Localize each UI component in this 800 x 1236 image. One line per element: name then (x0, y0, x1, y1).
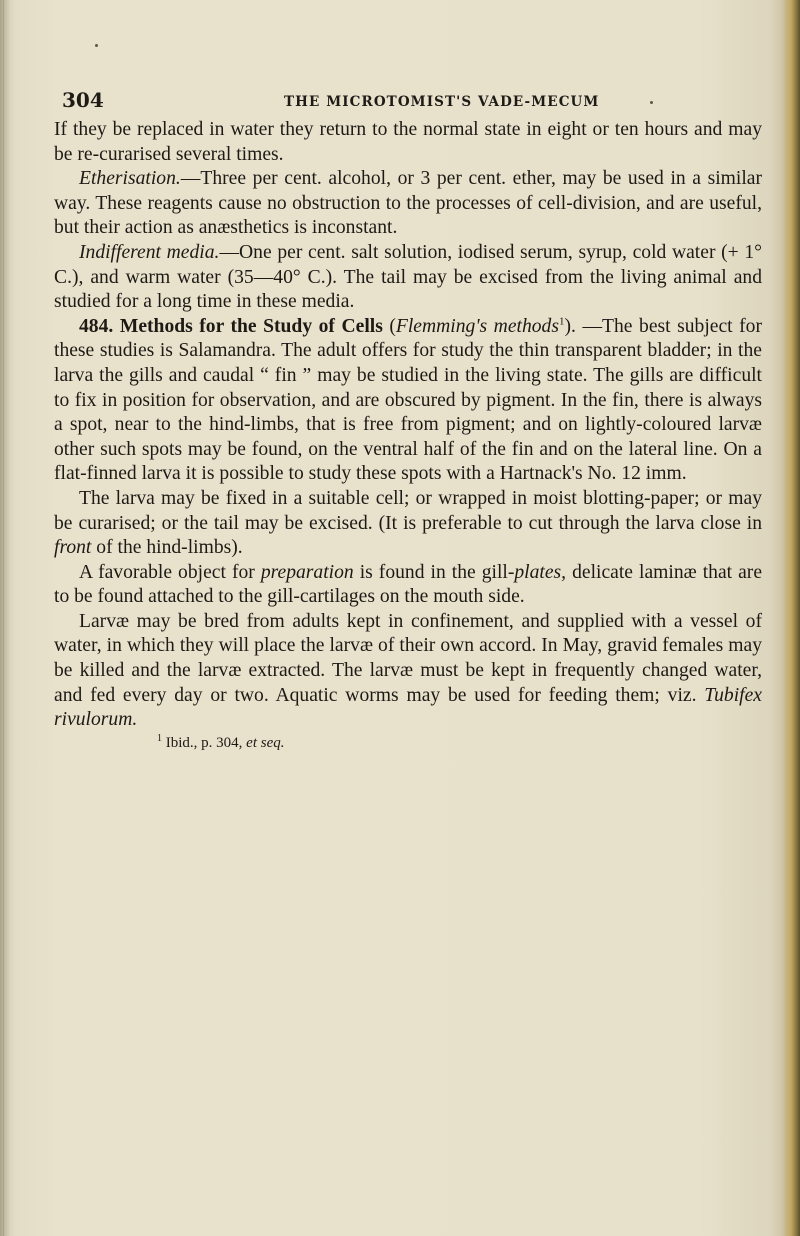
italic-text: preparation (260, 561, 354, 583)
section-heading: Methods for the Study of Cells (119, 315, 383, 337)
paragraph-text: —The best subject for these studies is Salamandra. The adult offers for study the thin transparent bladder; in the larva the gills and caudal “ fin ” may be studied in the living state. The gills are difficult to fix in position for observation, and are obscured by pigment. In the fin, there is always a spot, near to the hind-limbs, that is free from pigment; and on lightly-coloured larvæ other such spots may be found, on the ventral half of the fin and on the lateral line. On a flat-finned larva it is possible to study these spots with a Hartnack's No. 12 imm. (54, 315, 762, 485)
paragraph-text: delicate laminæ that are to be found attached to the gill-cartilages on the mouth side. (54, 561, 763, 608)
section-heading-paren: ). (564, 315, 576, 337)
section-heading-paren: ( (382, 315, 396, 337)
footnote (54, 733, 762, 753)
section-number: 484. (79, 315, 114, 337)
paragraph (54, 561, 762, 610)
page-number: 304 (62, 88, 104, 112)
paragraph (54, 167, 762, 241)
body-text (54, 118, 762, 753)
paragraph-text: —One per cent. salt solution, iodised serum, syrup, cold water (+ 1° C.), and warm water (35—40° C.). The tail may be excised from the living animal and studied for a long time in these media. (54, 241, 762, 313)
footnote-text: Ibid., p. 304, (162, 734, 247, 751)
paragraph-text: A favorable object for (79, 561, 261, 583)
paper-speck (95, 44, 98, 47)
section-paragraph (54, 315, 762, 487)
paragraph-heading: Etherisation. (79, 168, 181, 190)
page-edge-line (3, 0, 4, 1236)
section-heading-italic: Flemming's methods (395, 315, 559, 337)
page-left-edge (0, 0, 10, 1236)
footnote-mark: 1 (157, 732, 162, 744)
footnote-reference: 1 (558, 315, 565, 328)
page-header (62, 88, 702, 116)
paragraph-text: of the hind-limbs). (91, 537, 243, 559)
page-right-edge (782, 0, 800, 1236)
footnote-italic: et seq. (246, 734, 285, 751)
paragraph-text: If they be replaced in water they return to the normal state in eight or ten hours and may be re-curarised several times. (54, 119, 762, 165)
paragraph-heading: Indifferent media. (79, 241, 220, 263)
paragraph (54, 610, 762, 733)
italic-text: front (54, 537, 92, 559)
running-head: THE MICROTOMIST'S VADE-MECUM (284, 94, 600, 110)
italic-text: plates, (514, 561, 567, 583)
paragraph-text: is found in the gill- (353, 561, 515, 583)
italic-text: Tubifex rivulorum. (54, 684, 762, 731)
paragraph-text: Larvæ may be bred from adults kept in confinement, and supplied with a vessel of water, in which they will place the larvæ of their own accord. In May, gravid females may be killed and the larvæ extracted. The larvæ must be kept in frequently changed water, and fed every day or two. Aquatic worms may be used for feeding them; viz. (54, 610, 762, 706)
paragraph-text: —Three per cent. alcohol, or 3 per cent. ether, may be used in a similar way. These reagents cause no obstruction to the processes of cell-division, and are useful, but their action as anæsthetics is inconstant. (54, 168, 762, 239)
paragraph-text: The larva may be fixed in a suitable cell; or wrapped in moist blotting-paper; or may be curarised; or the tail may be excised. (It is preferable to cut through the larva close in (54, 487, 762, 534)
paragraph (54, 118, 762, 167)
paragraph (54, 241, 762, 315)
paragraph (54, 487, 762, 561)
